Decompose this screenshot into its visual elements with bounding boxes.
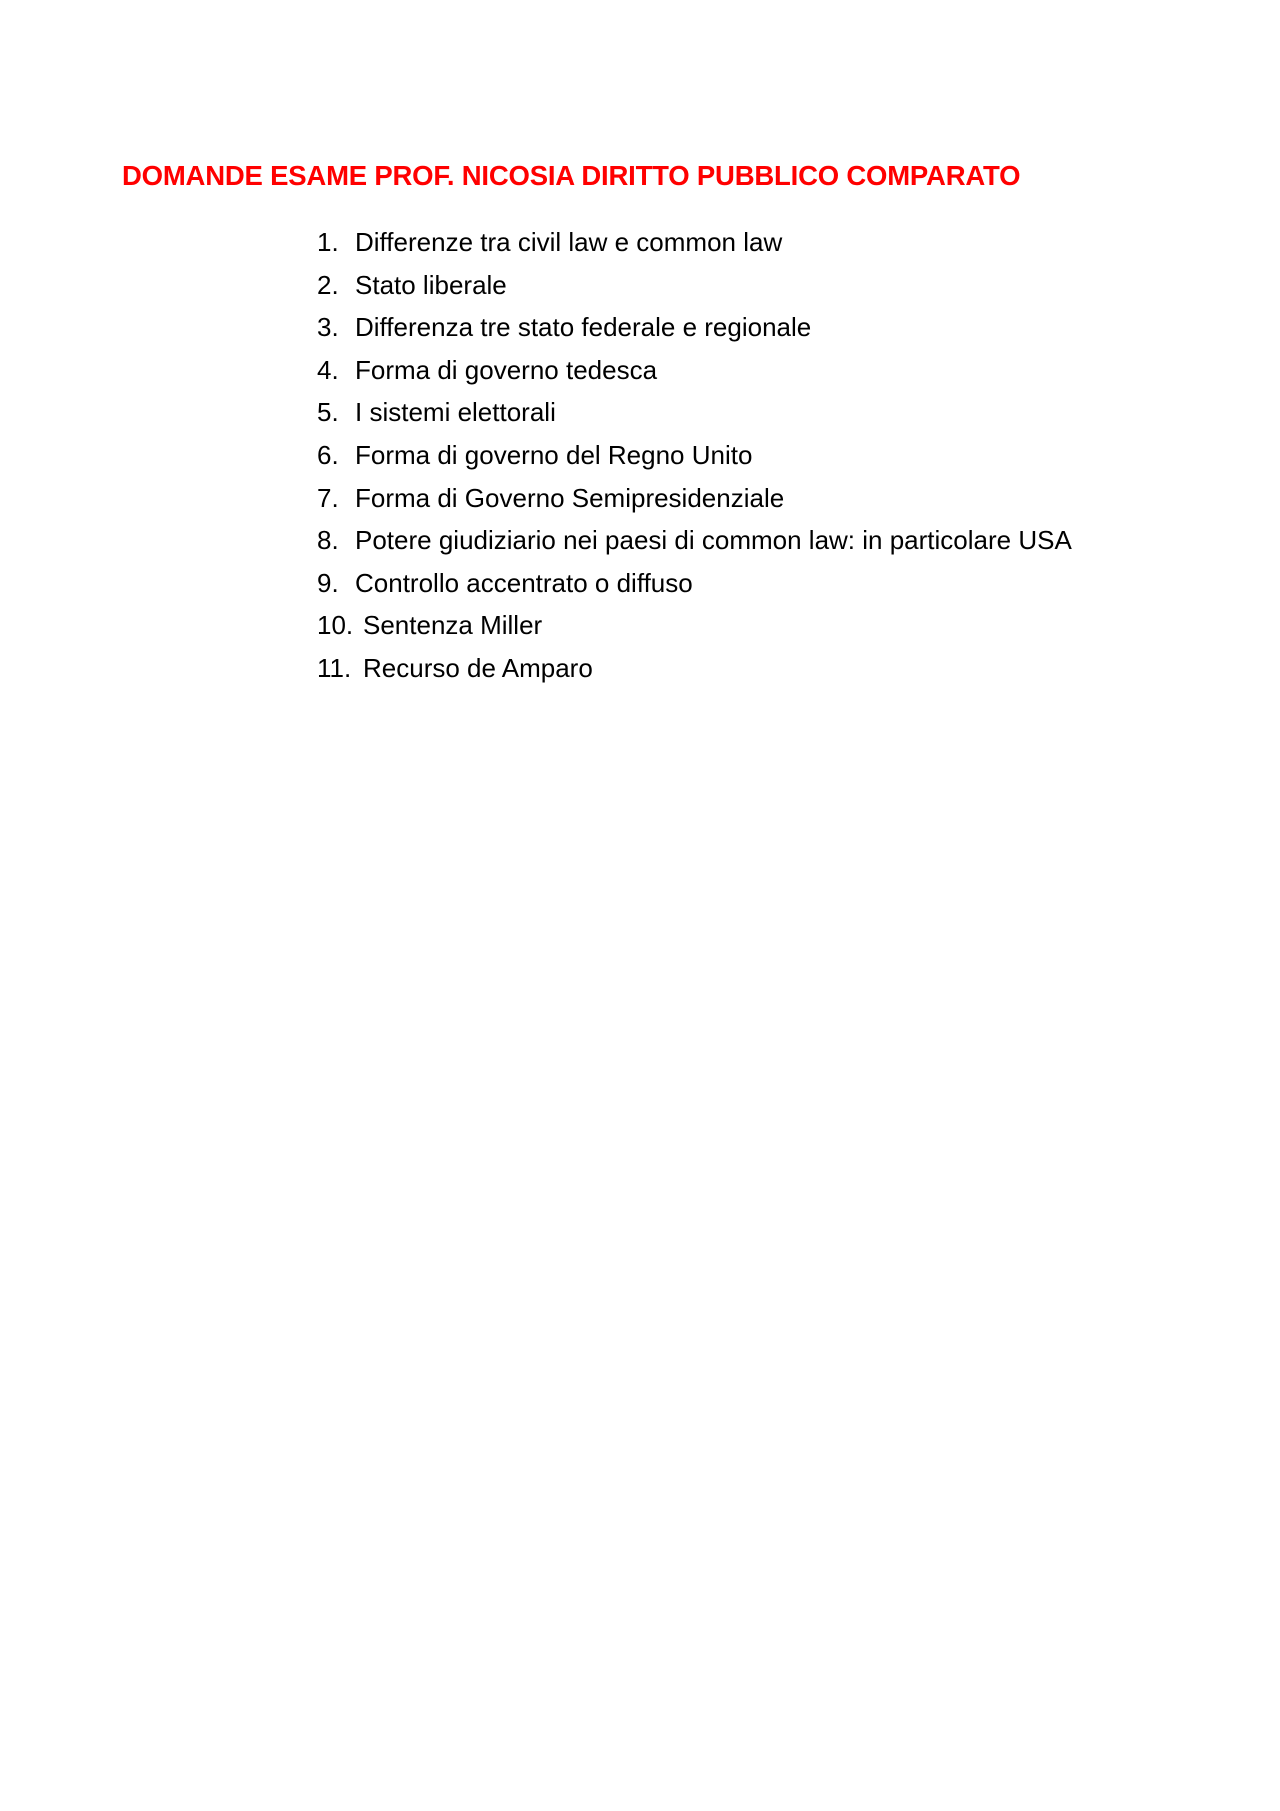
document-title: DOMANDE ESAME PROF. NICOSIA DIRITTO PUBBLICO COMPARATO [122, 160, 1021, 191]
list-item [317, 562, 1072, 605]
list-item [317, 647, 1072, 690]
list-item-text: Forma di governo del Regno Unito [355, 439, 753, 470]
list-item-text: Forma di governo tedesca [355, 354, 658, 385]
list-item-number: 5. [317, 397, 339, 428]
list-item-text: Differenze tra civil law e common law [355, 227, 783, 257]
question-list [317, 221, 1072, 690]
list-item [317, 477, 1072, 520]
list-item-text: Recurso de Amparo [363, 652, 593, 683]
list-item [317, 264, 1072, 307]
list-item [317, 349, 1072, 392]
list-item-number: 10. [317, 610, 354, 641]
list-item [317, 604, 1072, 647]
list-item-number: 2. [317, 269, 339, 300]
list-item-text: Sentenza Miller [363, 610, 543, 641]
list-item [317, 221, 1072, 264]
list-item-text: Controllo accentrato o diffuso [355, 567, 693, 598]
list-item-number: 4. [317, 354, 339, 385]
list-item-number: 9. [317, 567, 339, 598]
list-item [317, 391, 1072, 434]
list-item-number: 6. [317, 439, 339, 470]
list-item-text: I sistemi elettorali [355, 397, 556, 428]
list-item-number: 8. [317, 525, 339, 556]
list-item [317, 306, 1072, 349]
list-item-text: Potere giudiziario nei paesi di common law: in particolare USA [355, 525, 1072, 556]
list-item-text: Forma di Governo Semipresidenziale [355, 482, 785, 513]
list-item-number: 3. [317, 312, 339, 343]
list-item-number: 7. [317, 482, 339, 513]
list-item-number: 11. [317, 652, 352, 683]
list-item [317, 434, 1072, 477]
list-item-text: Stato liberale [355, 269, 507, 300]
list-item-text: Differenza tre stato federale e regionale [355, 312, 812, 343]
list-item [317, 519, 1072, 562]
list-item-number: 1. [317, 227, 339, 257]
